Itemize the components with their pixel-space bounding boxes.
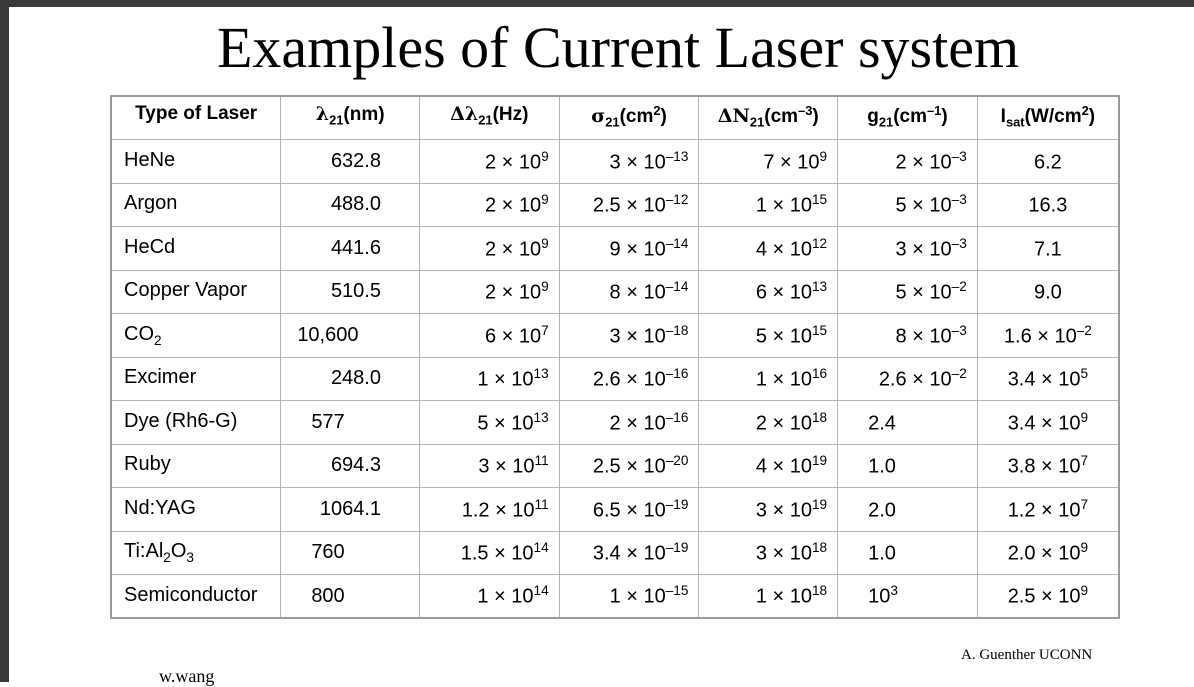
window-left-border — [0, 0, 9, 682]
header-inversion: $\Delta N_{21}(cm^{-3})$ — [699, 96, 838, 140]
cell-linewidth: $5 \times 10^{13}$ — [420, 401, 560, 445]
cell-saturation-intensity: $3.4 \times 10^9$ — [977, 401, 1119, 445]
cell-type: HeNe — [111, 140, 281, 184]
cell-gain: $5 \times 10^{-2}$ — [838, 270, 978, 314]
cell-type: $Ti:Al_2O_3$ — [111, 531, 281, 575]
cell-gain: 1.0 — [838, 531, 978, 575]
cell-saturation-intensity: $2.5 \times 10^9$ — [977, 575, 1119, 619]
cell-type: Nd:YAG — [111, 488, 281, 532]
header-type: Type of Laser — [111, 96, 281, 140]
slide-title: Examples of Current Laser system — [216, 15, 1020, 80]
header-wavelength: $\lambda_{21}(nm)$ — [281, 96, 420, 140]
cell-linewidth: $1.2 \times 10^{11}$ — [420, 488, 560, 532]
cell-inversion: $3 \times 10^{18}$ — [699, 531, 838, 575]
cell-type: Semiconductor — [111, 575, 281, 619]
cell-cross-section: $1 \times 10^{-15}$ — [559, 575, 699, 619]
cell-linewidth: $1 \times 10^{13}$ — [420, 357, 560, 401]
cell-inversion: $7 \times 10^9$ — [699, 140, 838, 184]
header-cross-section: $\sigma_{21}(cm^2)$ — [559, 96, 699, 140]
cell-gain: 2.0 — [838, 488, 978, 532]
window-top-border — [0, 0, 1194, 7]
cell-linewidth: $1.5 \times 10^{14}$ — [420, 531, 560, 575]
credit-line: A. Guenther UCONN — [961, 647, 1093, 663]
cell-linewidth: $2 \times 10^9$ — [420, 183, 560, 227]
cell-inversion: $2 \times 10^{18}$ — [699, 401, 838, 445]
cell-wavelength: 800 — [281, 575, 420, 619]
table-row — [111, 531, 1119, 575]
cell-wavelength: 510.5 — [281, 270, 420, 314]
cell-wavelength: 760 — [281, 531, 420, 575]
cell-saturation-intensity: 7.1 — [977, 227, 1119, 271]
cell-inversion: $1 \times 10^{18}$ — [699, 575, 838, 619]
table-row — [111, 183, 1119, 227]
cell-wavelength: 441.6 — [281, 227, 420, 271]
cell-inversion: $3 \times 10^{19}$ — [699, 488, 838, 532]
cell-cross-section: $3 \times 10^{-13}$ — [559, 140, 699, 184]
cell-linewidth: $3 \times 10^{11}$ — [420, 444, 560, 488]
cell-linewidth: $2 \times 10^9$ — [420, 227, 560, 271]
cell-type: Excimer — [111, 357, 281, 401]
cell-saturation-intensity: $1.2 \times 10^7$ — [977, 488, 1119, 532]
table-row — [111, 444, 1119, 488]
cell-wavelength: 694.3 — [281, 444, 420, 488]
cell-cross-section: $6.5 \times 10^{-19}$ — [559, 488, 699, 532]
cell-gain: 1.0 — [838, 444, 978, 488]
cell-cross-section: $2 \times 10^{-16}$ — [559, 401, 699, 445]
cell-linewidth: $1 \times 10^{14}$ — [420, 575, 560, 619]
cell-cross-section: $3 \times 10^{-18}$ — [559, 314, 699, 358]
table-row — [111, 140, 1119, 184]
cell-inversion: $6 \times 10^{13}$ — [699, 270, 838, 314]
cell-cross-section: $2.6 \times 10^{-16}$ — [559, 357, 699, 401]
cell-saturation-intensity: 9.0 — [977, 270, 1119, 314]
cell-type: Dye (Rh6-G) — [111, 401, 281, 445]
header-gain: $g_{21}(cm^{-1})$ — [838, 96, 978, 140]
table-row — [111, 401, 1119, 445]
cell-saturation-intensity: $2.0 \times 10^9$ — [977, 531, 1119, 575]
cell-gain: $5 \times 10^{-3}$ — [838, 183, 978, 227]
cell-cross-section: $3.4 \times 10^{-19}$ — [559, 531, 699, 575]
cell-linewidth: $2 \times 10^9$ — [420, 270, 560, 314]
cell-saturation-intensity: $3.8 \times 10^7$ — [977, 444, 1119, 488]
cell-wavelength: 10,600 — [281, 314, 420, 358]
cell-gain: $2.6 \times 10^{-2}$ — [838, 357, 978, 401]
cell-wavelength: 577 — [281, 401, 420, 445]
cell-type: $CO_2$ — [111, 314, 281, 358]
cell-linewidth: $2 \times 10^9$ — [420, 140, 560, 184]
header-linewidth: $\Delta\lambda_{21}(Hz)$ — [420, 96, 560, 140]
cell-inversion: $1 \times 10^{15}$ — [699, 183, 838, 227]
table-row — [111, 575, 1119, 619]
cell-inversion: $1 \times 10^{16}$ — [699, 357, 838, 401]
cell-cross-section: $8 \times 10^{-14}$ — [559, 270, 699, 314]
cell-wavelength: 1064.1 — [281, 488, 420, 532]
author-name: w.wang — [159, 666, 215, 686]
cell-cross-section: $9 \times 10^{-14}$ — [559, 227, 699, 271]
cell-type: HeCd — [111, 227, 281, 271]
cell-wavelength: 248.0 — [281, 357, 420, 401]
laser-table — [110, 95, 1120, 619]
header-saturation-intensity: $I_{sat}(W/cm^2)$ — [977, 96, 1119, 140]
cell-saturation-intensity: $3.4 \times 10^5$ — [977, 357, 1119, 401]
cell-inversion: $4 \times 10^{19}$ — [699, 444, 838, 488]
cell-gain: $8 \times 10^{-3}$ — [838, 314, 978, 358]
cell-linewidth: $6 \times 10^7$ — [420, 314, 560, 358]
table-row — [111, 357, 1119, 401]
cell-gain: $3 \times 10^{-3}$ — [838, 227, 978, 271]
table-header-row — [111, 96, 1119, 140]
cell-cross-section: $2.5 \times 10^{-20}$ — [559, 444, 699, 488]
cell-gain: $10^3$ — [838, 575, 978, 619]
cell-wavelength: 632.8 — [281, 140, 420, 184]
cell-inversion: $4 \times 10^{12}$ — [699, 227, 838, 271]
cell-saturation-intensity: $1.6 \times 10^{-2}$ — [977, 314, 1119, 358]
table-row — [111, 270, 1119, 314]
cell-gain: 2.4 — [838, 401, 978, 445]
cell-gain: $2 \times 10^{-3}$ — [838, 140, 978, 184]
table-row — [111, 227, 1119, 271]
table-row — [111, 488, 1119, 532]
cell-type: Argon — [111, 183, 281, 227]
cell-type: Ruby — [111, 444, 281, 488]
cell-saturation-intensity: 16.3 — [977, 183, 1119, 227]
cell-cross-section: $2.5 \times 10^{-12}$ — [559, 183, 699, 227]
cell-wavelength: 488.0 — [281, 183, 420, 227]
table-row — [111, 314, 1119, 358]
cell-type: Copper Vapor — [111, 270, 281, 314]
cell-inversion: $5 \times 10^{15}$ — [699, 314, 838, 358]
cell-saturation-intensity: 6.2 — [977, 140, 1119, 184]
